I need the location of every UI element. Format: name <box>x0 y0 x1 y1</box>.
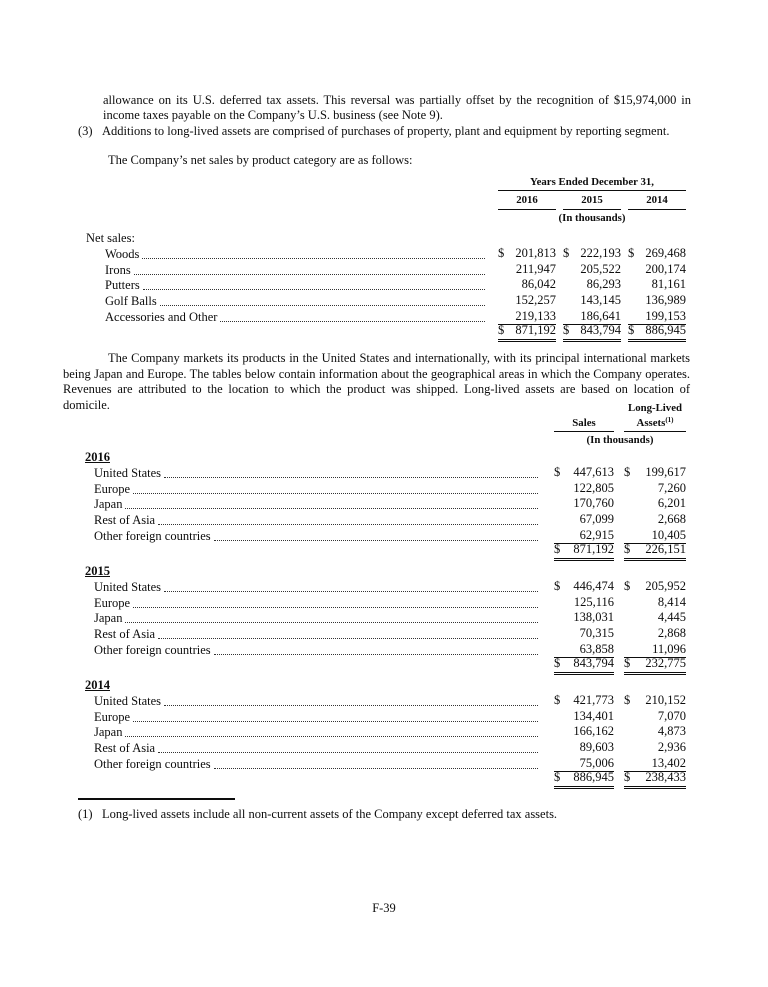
table-row <box>84 740 686 756</box>
sales-cell <box>554 740 614 756</box>
currency-symbol: $ <box>628 245 635 260</box>
footnote-1-text: Long-lived assets include all non-current assets of the Company except deferred tax assets. <box>102 807 558 821</box>
units-label: (In thousands) <box>586 434 654 446</box>
value: 89,603 <box>579 740 614 755</box>
value: 446,474 <box>573 578 614 593</box>
dot-leader <box>133 721 538 722</box>
sales-cell <box>554 693 614 709</box>
section-total-row <box>84 541 686 561</box>
value: 199,153 <box>645 308 686 323</box>
long-lived-cell <box>624 481 686 497</box>
net-sales-group-label: Net sales: <box>86 231 135 245</box>
row-label: Putters <box>105 278 140 293</box>
dot-leader <box>125 622 538 623</box>
value: 886,945 <box>573 769 614 784</box>
dot-leader <box>158 638 538 639</box>
currency-symbol: $ <box>563 322 570 337</box>
long-lived-cell <box>624 610 686 626</box>
dot-leader <box>134 274 485 275</box>
value: 7,070 <box>657 708 686 723</box>
row-label: Rest of Asia <box>94 741 156 756</box>
long-lived-cell <box>624 693 686 709</box>
dot-leader <box>214 768 538 769</box>
column-header-sales <box>554 418 614 433</box>
value-cell-2016 <box>498 293 556 309</box>
footnote-1 <box>78 807 692 822</box>
table-row <box>84 512 686 528</box>
value: 205,522 <box>580 261 621 276</box>
value: 2,936 <box>657 740 686 755</box>
row-label: Other foreign countries <box>94 642 211 657</box>
value: 81,161 <box>651 277 686 292</box>
value: 2,668 <box>657 512 686 527</box>
dot-leader <box>160 305 485 306</box>
row-label: Rest of Asia <box>94 513 156 528</box>
column-header-2015: 2015 <box>563 194 621 210</box>
sales-header-label: Sales <box>572 416 596 429</box>
currency-symbol: $ <box>624 578 631 593</box>
net-sales-rows <box>83 246 686 325</box>
value: 226,151 <box>645 541 686 556</box>
value: 134,401 <box>573 708 614 723</box>
dot-leader <box>158 752 538 753</box>
value: 170,760 <box>573 496 614 511</box>
row-label: Accessories and Other <box>105 309 218 324</box>
section-total-row <box>84 769 686 789</box>
table-row <box>83 246 686 262</box>
table-row <box>84 693 686 709</box>
row-label: United States <box>94 465 162 480</box>
row-label: Irons <box>105 262 131 277</box>
footnote-3-text: Additions to long-lived assets are comprised of purchases of property, plant and equipment by reporting segment. <box>102 124 670 138</box>
sales-cell <box>554 610 614 626</box>
value: 4,873 <box>657 724 686 739</box>
value: 143,145 <box>580 293 621 308</box>
value: 269,468 <box>645 245 686 260</box>
table-row <box>83 278 686 294</box>
geographic-table-header <box>84 403 686 432</box>
row-label: Other foreign countries <box>94 528 211 543</box>
section-2015 <box>84 563 686 675</box>
dot-leader <box>164 591 538 592</box>
value: 136,989 <box>645 293 686 308</box>
value: 125,116 <box>573 594 614 609</box>
column-header-2014: 2014 <box>628 194 686 210</box>
table-row <box>84 481 686 497</box>
value: 211,947 <box>515 261 556 276</box>
geographic-table <box>84 403 686 789</box>
row-label: United States <box>94 579 162 594</box>
value: 86,293 <box>586 277 621 292</box>
value: 8,414 <box>657 594 686 609</box>
long-lived-total-cell <box>624 770 686 789</box>
long-lived-cell <box>624 512 686 528</box>
sales-cell <box>554 579 614 595</box>
long-lived-cell <box>624 465 686 481</box>
dot-leader <box>220 321 485 322</box>
total-cell-2015 <box>563 323 621 342</box>
currency-symbol: $ <box>628 322 635 337</box>
dot-leader <box>158 524 538 525</box>
value: 152,257 <box>515 293 556 308</box>
dot-leader <box>133 607 538 608</box>
currency-symbol: $ <box>554 692 561 707</box>
sales-cell <box>554 724 614 740</box>
sales-cell <box>554 481 614 497</box>
value: 13,402 <box>651 755 686 770</box>
section-rows <box>84 465 686 544</box>
currency-symbol: $ <box>624 464 631 479</box>
sales-cell <box>554 595 614 611</box>
currency-symbol: $ <box>624 655 631 670</box>
value: 871,192 <box>573 541 614 556</box>
value: 843,794 <box>573 655 614 670</box>
table-row <box>84 611 686 627</box>
long-lived-cell <box>624 740 686 756</box>
long-lived-cell <box>624 626 686 642</box>
geographic-intro: The Company markets its products in the United States and internationally, with its principal international markets being Japan and Europe. The tables below contain information about the geographical areas in which the Company operates. Revenues are attributed to the location to which the product was shipped. Long-lived assets are based on location of domicile. <box>63 351 690 412</box>
value: 886,945 <box>645 322 686 337</box>
value: 11,096 <box>652 641 686 656</box>
table-row <box>84 595 686 611</box>
value-cell-2014 <box>628 246 686 262</box>
value: 86,042 <box>521 277 556 292</box>
value: 67,099 <box>579 512 614 527</box>
total-cell-2016 <box>498 323 556 342</box>
section-year-heading: 2015 <box>85 563 110 578</box>
dot-leader <box>214 540 538 541</box>
value: 70,315 <box>579 626 614 641</box>
section-rows <box>84 579 686 658</box>
value-cell-2016 <box>498 262 556 278</box>
period-header: Years Ended December 31, <box>498 176 686 191</box>
value: 6,201 <box>657 496 686 511</box>
sales-cell <box>554 465 614 481</box>
currency-symbol: $ <box>498 322 505 337</box>
value-cell-2015 <box>563 262 621 278</box>
value: 219,133 <box>515 308 556 323</box>
dot-leader <box>214 654 538 655</box>
long-lived-total-cell <box>624 542 686 561</box>
dot-leader <box>143 289 485 290</box>
net-sales-table-header <box>498 176 686 225</box>
section-year-heading: 2016 <box>85 450 110 464</box>
sales-total-cell <box>554 656 614 675</box>
row-label: Rest of Asia <box>94 627 156 642</box>
sales-cell <box>554 512 614 528</box>
currency-symbol: $ <box>624 769 631 784</box>
value: 62,915 <box>579 527 614 542</box>
value: 10,405 <box>651 527 686 542</box>
value: 205,952 <box>645 578 686 593</box>
value-cell-2016 <box>498 246 556 262</box>
footnote-2-continuation: allowance on its U.S. deferred tax assets. This reversal was partially offset by the recognition of $15,974,000 in income taxes payable on the Company’s U.S. business (see Note 9). <box>103 93 691 122</box>
sales-cell <box>554 626 614 642</box>
value: 4,445 <box>657 610 686 625</box>
value-cell-2015 <box>563 277 621 293</box>
value: 200,174 <box>645 261 686 276</box>
long-lived-cell <box>624 709 686 725</box>
section-total-row <box>84 655 686 675</box>
dot-leader <box>125 736 538 737</box>
table-row <box>84 709 686 725</box>
value-cell-2014 <box>628 293 686 309</box>
dot-leader <box>142 258 485 259</box>
year-column-headers <box>498 194 686 210</box>
value-cell-2016 <box>498 277 556 293</box>
row-label: Europe <box>94 709 131 724</box>
row-label: Woods <box>105 246 140 261</box>
currency-symbol: $ <box>554 541 561 556</box>
total-cell-2014 <box>628 323 686 342</box>
value: 138,031 <box>573 610 614 625</box>
column-header-long-lived-assets <box>624 403 686 432</box>
section-2016 <box>84 449 686 561</box>
value: 871,192 <box>515 322 556 337</box>
units-label: (In thousands) <box>558 212 626 224</box>
value: 2,868 <box>657 626 686 641</box>
table-row <box>83 293 686 309</box>
net-sales-intro: The Company’s net sales by product category are as follows: <box>108 153 413 167</box>
table-row <box>84 497 686 513</box>
dot-leader <box>125 508 538 509</box>
value: 122,805 <box>573 480 614 495</box>
value: 238,433 <box>645 769 686 784</box>
value: 210,152 <box>645 692 686 707</box>
dot-leader <box>164 477 538 478</box>
sales-cell <box>554 709 614 725</box>
value-cell-2015 <box>563 293 621 309</box>
currency-symbol: $ <box>563 245 570 260</box>
row-label: Japan <box>94 611 123 626</box>
value-cell-2014 <box>628 277 686 293</box>
sales-cell <box>554 496 614 512</box>
value: 166,162 <box>573 724 614 739</box>
currency-symbol: $ <box>554 464 561 479</box>
section-2014 <box>84 677 686 789</box>
net-sales-table <box>83 176 686 342</box>
row-label: United States <box>94 693 162 708</box>
row-label: Golf Balls <box>105 294 157 309</box>
long-lived-line1: Long-Lived <box>628 402 682 414</box>
table-row <box>84 725 686 741</box>
value: 232,775 <box>645 655 686 670</box>
column-header-2016: 2016 <box>498 194 556 210</box>
value: 186,641 <box>580 308 621 323</box>
table-row <box>84 626 686 642</box>
page-number: F-39 <box>372 901 396 915</box>
dot-leader <box>133 493 538 494</box>
value: 222,193 <box>580 245 621 260</box>
currency-symbol: $ <box>554 578 561 593</box>
value-cell-2014 <box>628 262 686 278</box>
dot-leader <box>164 705 538 706</box>
table-row <box>84 579 686 595</box>
long-lived-cell <box>624 595 686 611</box>
section-rows <box>84 693 686 772</box>
long-lived-total-cell <box>624 656 686 675</box>
row-label: Other foreign countries <box>94 756 211 771</box>
sales-total-cell <box>554 770 614 789</box>
value: 63,858 <box>579 641 614 656</box>
row-label: Japan <box>94 497 123 512</box>
section-year-heading: 2014 <box>85 677 110 692</box>
net-sales-total-row <box>83 322 686 342</box>
value: 201,813 <box>515 245 556 260</box>
currency-symbol: $ <box>498 245 505 260</box>
value: 447,613 <box>573 464 614 479</box>
row-label: Japan <box>94 725 123 740</box>
long-lived-cell <box>624 579 686 595</box>
long-lived-line2 <box>624 415 686 430</box>
row-label: Europe <box>94 481 131 496</box>
table-row <box>84 465 686 481</box>
table-row <box>83 262 686 278</box>
footnote-divider <box>78 798 235 800</box>
sales-total-cell <box>554 542 614 561</box>
value: 421,773 <box>573 692 614 707</box>
footnote-1-marker: (1) <box>78 807 93 821</box>
currency-symbol: $ <box>624 692 631 707</box>
value: 7,260 <box>657 480 686 495</box>
long-lived-cell <box>624 496 686 512</box>
long-lived-cell <box>624 724 686 740</box>
currency-symbol: $ <box>554 655 561 670</box>
footnote-3 <box>78 124 692 139</box>
currency-symbol: $ <box>624 541 631 556</box>
value: 843,794 <box>580 322 621 337</box>
currency-symbol: $ <box>554 769 561 784</box>
footnote-reference: (1) <box>665 415 674 424</box>
value: 199,617 <box>645 464 686 479</box>
footnote-3-marker: (3) <box>78 124 93 138</box>
assets-label: Assets <box>636 416 666 429</box>
row-label: Europe <box>94 595 131 610</box>
value: 75,006 <box>579 755 614 770</box>
value-cell-2015 <box>563 246 621 262</box>
